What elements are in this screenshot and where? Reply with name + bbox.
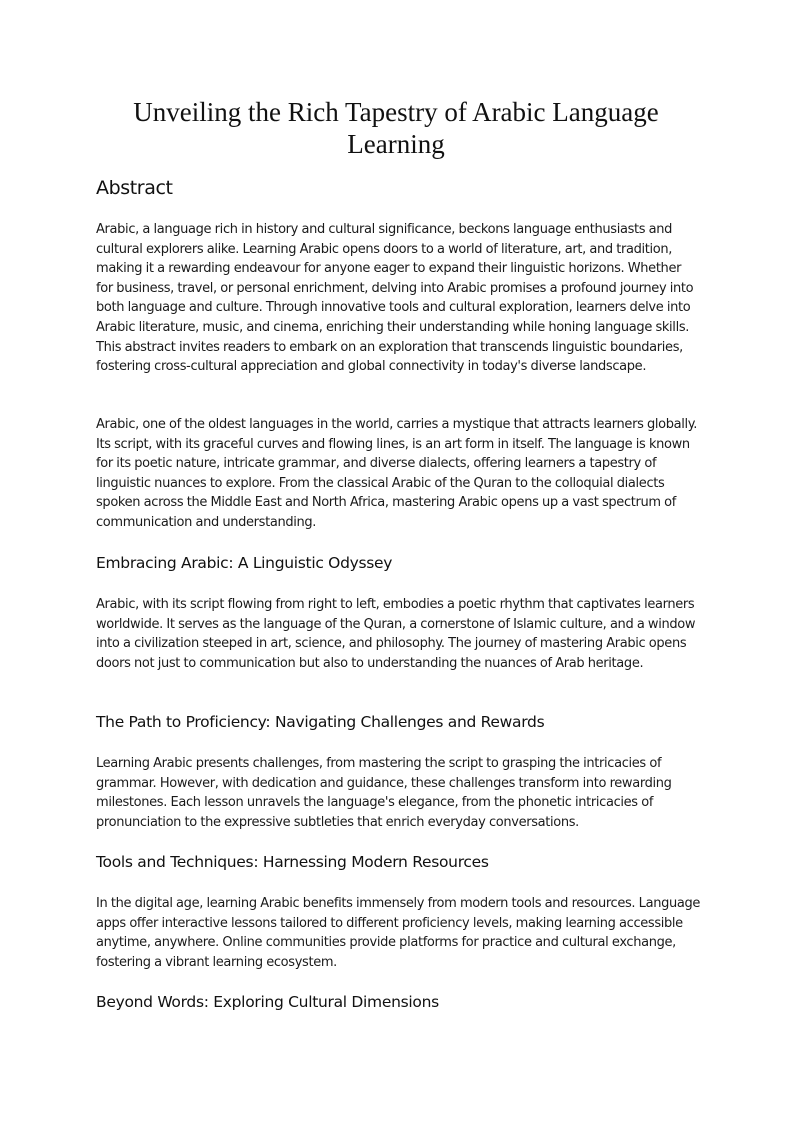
section-heading-tools-and-techniques: Tools and Techniques: Harnessing Modern Resources — [96, 853, 489, 871]
section-heading-path-to-proficiency: The Path to Proficiency: Navigating Challenges and Rewards — [96, 713, 545, 731]
section-body-embracing-arabic: Arabic, with its script flowing from right to left, embodies a poetic rhythm that captivates learners worldwide. It serves as the language of the Quran, a cornerstone of Islamic culture, and a window into a civilization steeped in art, science, and philosophy. The journey of mastering Arabic opens doors not just to communication but also to understanding the nuances of Arab heritage. — [96, 597, 696, 671]
abstract-heading: Abstract — [96, 177, 173, 199]
section-heading-embracing-arabic: Embracing Arabic: A Linguistic Odyssey — [96, 554, 393, 572]
intro-paragraph: Arabic, one of the oldest languages in the world, carries a mystique that attracts learners globally. Its script, with its graceful curves and flowing lines, is an art form in itself. The language is known for its poetic nature, intricate grammar, and diverse dialects, offering learners a tapestry of linguistic nuances to explore. From the classical Arabic of the Quran to the colloquial dialects spoken across the Middle East and North Africa, mastering Arabic opens up a vast spectrum of communication and understanding. — [96, 417, 698, 530]
section-body-tools-and-techniques: In the digital age, learning Arabic benefits immensely from modern tools and resources. Language apps offer interactive lessons tailored to different proficiency levels, making learning accessible anytime, anywhere. Online communities provide platforms for practice and cultural exchange, fostering a vibrant learning ecosystem. — [96, 896, 701, 970]
section-body-path-to-proficiency: Learning Arabic presents challenges, from mastering the script to grasping the intricacies of grammar. However, with dedication and guidance, these challenges transform into rewarding milestones. Each lesson unravels the language's elegance, from the phonetic intricacies of pronunciation to the expressive subtleties that enrich everyday conversations. — [96, 756, 672, 830]
abstract-paragraph: Arabic, a language rich in history and cultural significance, beckons language enthusiasts and cultural explorers alike. Learning Arabic opens doors to a world of literature, art, and tradition, making it a rewarding endeavour for anyone eager to expand their linguistic horizons. Whether for business, travel, or personal enrichment, delving into Arabic promises a profound journey into both language and culture. Through innovative tools and cultural exploration, learners delve into Arabic literature, music, and cinema, enriching their understanding while honing language skills. This abstract invites readers to embark on an exploration that transcends linguistic boundaries, fostering cross-cultural appreciation and global connectivity in today's diverse landscape. — [96, 222, 694, 375]
document-title: Unveiling the Rich Tapestry of Arabic Language Learning — [133, 97, 659, 159]
section-heading-beyond-words: Beyond Words: Exploring Cultural Dimensions — [96, 993, 439, 1011]
